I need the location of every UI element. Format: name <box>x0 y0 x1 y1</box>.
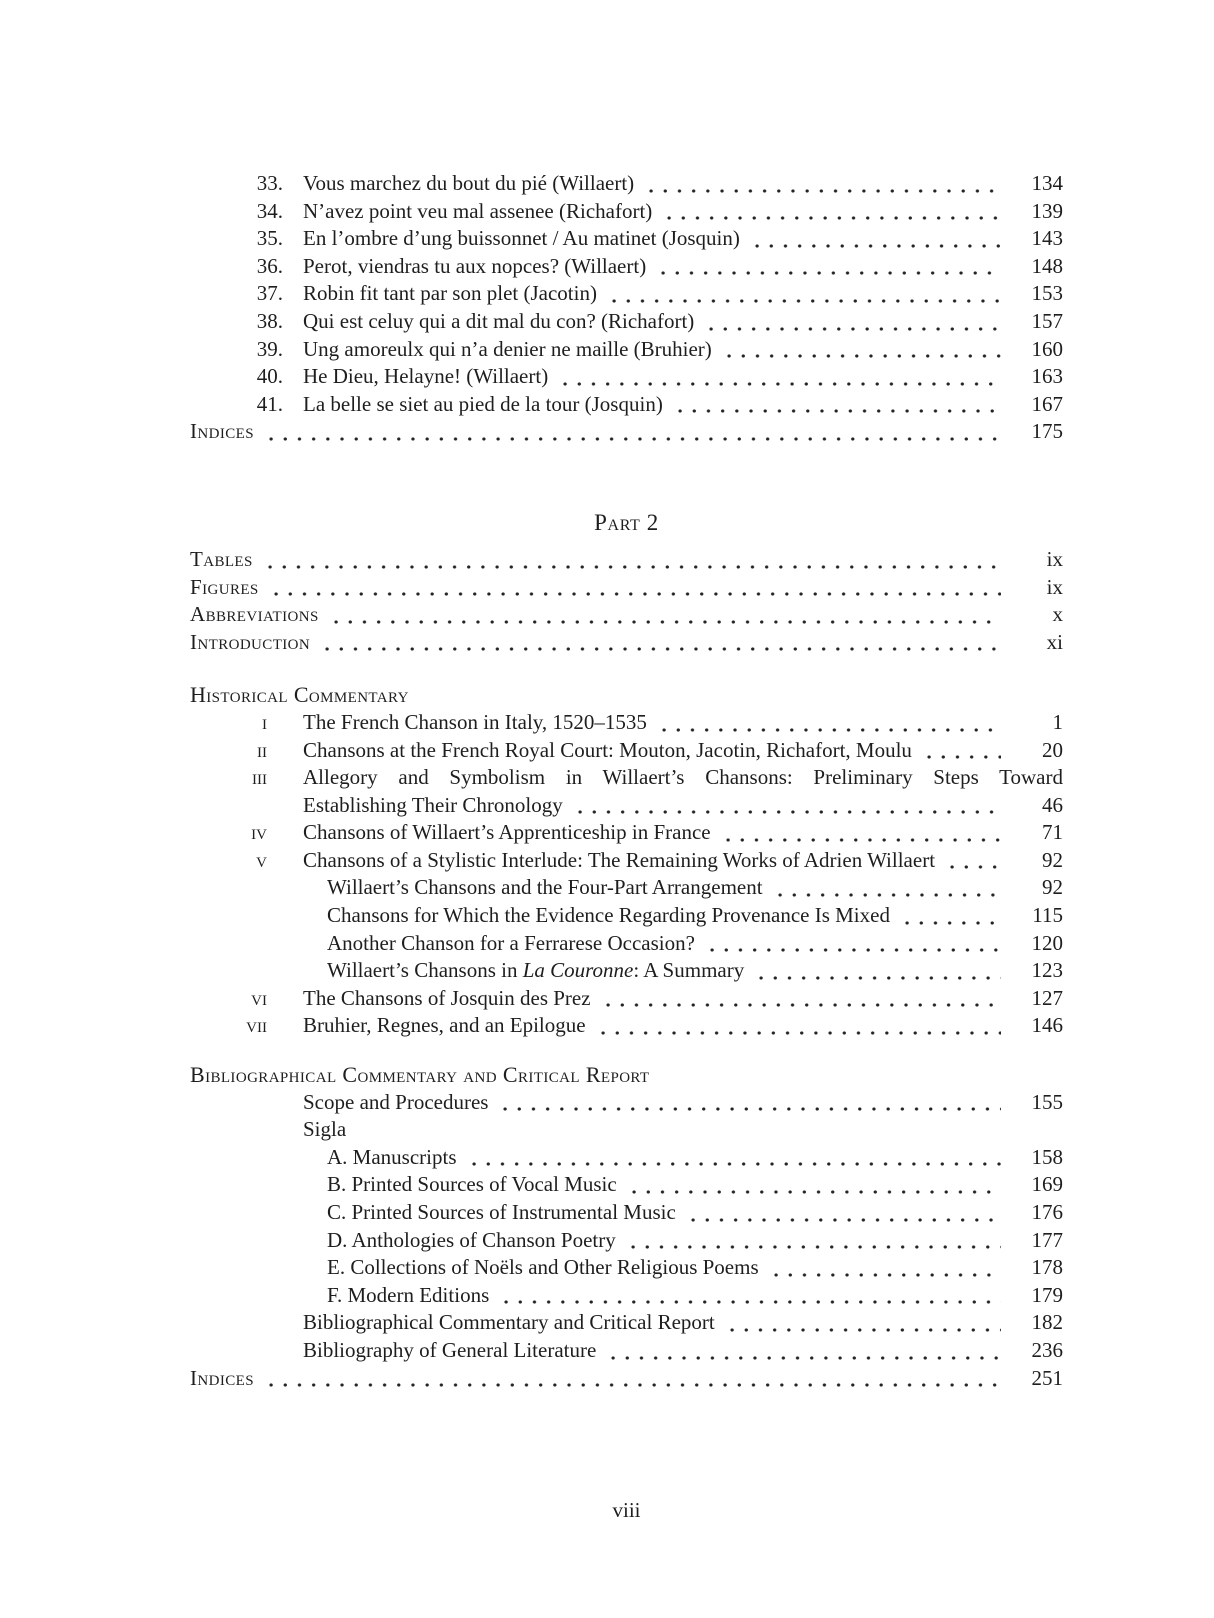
chapter-title-line2: Establishing Their Chronology <box>303 792 563 817</box>
entry-page: 177 <box>1031 1227 1063 1252</box>
entry-page: 176 <box>1031 1200 1063 1224</box>
dot-leader <box>262 422 1001 446</box>
toc-subentry <box>190 1171 1063 1199</box>
entry-number: 36. <box>256 253 283 278</box>
entry-page: 123 <box>1031 958 1063 983</box>
chapter-title: The French Chanson in Italy, 1520–1535 <box>303 709 647 734</box>
entry-page: xi <box>1046 629 1063 654</box>
dot-leader <box>599 988 1001 1012</box>
toc-entry <box>190 280 1063 308</box>
entry-page: x <box>1052 602 1063 627</box>
entry-page: 120 <box>1031 930 1063 955</box>
chapter-title-line2-row <box>303 792 1063 820</box>
toc-subentry <box>190 930 1063 958</box>
toc-subentry <box>190 1199 1063 1227</box>
dot-leader <box>625 1175 1001 1199</box>
dot-leader <box>624 1230 1001 1254</box>
dot-leader <box>684 1203 1001 1227</box>
chapter-title: Chansons of Willaert’s Apprenticeship in France <box>303 820 711 845</box>
entry-number: 34. <box>256 198 283 223</box>
entry-title: Perot, viendras tu aux nopces? (Willaert) <box>303 253 647 278</box>
entry-title: Bibliographical Commentary and Critical Report <box>303 1310 715 1335</box>
dot-leader <box>262 1368 1001 1392</box>
subentry-title: C. Printed Sources of Instrumental Music <box>327 1200 676 1224</box>
entry-page: 160 <box>1031 336 1063 361</box>
chapter-title: Chansons at the French Royal Court: Mouton, Jacotin, Richafort, Moulu <box>303 737 912 762</box>
section-label: Indices <box>190 1365 254 1390</box>
entry-page: 178 <box>1031 1255 1063 1280</box>
subentry-title: D. Anthologies of Chanson Poetry <box>327 1227 616 1252</box>
subentry-title <box>327 957 744 985</box>
toc-chapter <box>190 764 1063 819</box>
subentry-title-italic: La Couronne <box>522 958 634 983</box>
toc-subentry <box>190 874 1063 902</box>
section-label: Abbreviations <box>190 602 319 627</box>
entry-title: N’avez point veu mal assenee (Richafort) <box>303 198 653 223</box>
toc-entry-sigla <box>190 1116 1063 1144</box>
toc-chapter <box>190 985 1063 1013</box>
subentry-title: F. Modern Editions <box>327 1282 490 1307</box>
dot-leader <box>748 229 1001 253</box>
entry-page: 134 <box>1031 171 1063 195</box>
toc-chapter <box>190 1012 1063 1040</box>
subentry-title: Another Chanson for a Ferrarese Occasion? <box>327 930 695 955</box>
entry-title: He Dieu, Helayne! (Willaert) <box>303 364 549 389</box>
toc-entry <box>190 1309 1063 1337</box>
dot-leader <box>556 367 1001 391</box>
dot-leader <box>571 795 1001 819</box>
dot-leader <box>671 394 1001 418</box>
dot-leader <box>261 550 1001 574</box>
dot-leader <box>327 605 1001 629</box>
bibliographical-heading: Bibliographical Commentary and Critical Report <box>190 1062 650 1088</box>
toc-entry <box>190 363 1063 391</box>
section-label: Tables <box>190 546 253 571</box>
entry-page: 148 <box>1031 253 1063 278</box>
entry-page: 182 <box>1031 1310 1063 1335</box>
entry-number: 39. <box>256 336 283 361</box>
entry-title: Vous marchez du bout du pié (Willaert) <box>303 171 635 195</box>
entry-number: 33. <box>256 171 283 195</box>
entry-page: 20 <box>1042 737 1063 762</box>
dot-leader <box>719 823 1001 847</box>
entry-page: 92 <box>1042 875 1063 900</box>
entry-page: 127 <box>1031 985 1063 1010</box>
entry-title: La belle se siet au pied de la tour (Josquin) <box>303 391 663 416</box>
toc-subentry <box>190 1144 1063 1172</box>
toc-subentry <box>190 902 1063 930</box>
entry-number: 41. <box>256 391 283 416</box>
toc-entry <box>190 198 1063 226</box>
historical-commentary-heading: Historical Commentary <box>190 682 409 708</box>
entry-number: 40. <box>256 364 283 389</box>
chapter-number: iv <box>251 820 267 845</box>
entry-title: Ung amoreulx qui n’a denier ne maille (Bruhier) <box>303 336 712 361</box>
subentry-title: E. Collections of Noëls and Other Religious Poems <box>327 1255 759 1280</box>
toc-entry <box>190 170 1063 198</box>
entry-number: 37. <box>256 281 283 306</box>
entry-title: Bibliography of General Literature <box>303 1337 597 1362</box>
toc-entry-indices <box>190 1365 1063 1393</box>
chapter-body <box>303 764 1063 819</box>
dot-leader <box>642 174 1001 198</box>
entry-page: 115 <box>1032 903 1063 928</box>
section-label: Introduction <box>190 629 311 654</box>
dot-leader <box>465 1147 1002 1171</box>
entry-page: 71 <box>1042 820 1063 845</box>
chapter-title: Bruhier, Regnes, and an Epilogue <box>303 1013 586 1038</box>
entry-title: Scope and Procedures <box>303 1089 489 1114</box>
entry-page: 236 <box>1031 1337 1063 1362</box>
dot-leader <box>267 577 1001 601</box>
entry-page: 92 <box>1042 847 1063 872</box>
dot-leader <box>497 1285 1001 1309</box>
dot-leader <box>943 850 1001 874</box>
toc-chapter <box>190 737 1063 765</box>
entry-title: Robin fit tant par son plet (Jacotin) <box>303 281 597 306</box>
toc-chapter <box>190 847 1063 875</box>
entry-page: ix <box>1046 546 1063 571</box>
entry-page: 146 <box>1031 1013 1063 1038</box>
dot-leader <box>898 906 1001 930</box>
entry-page: ix <box>1046 574 1063 599</box>
subentry-title: Chansons for Which the Evidence Regarding Provenance Is Mixed <box>327 903 890 928</box>
toc-entry <box>190 629 1063 657</box>
toc-entry <box>190 574 1063 602</box>
entry-page: 143 <box>1031 226 1063 251</box>
dot-leader <box>660 201 1001 225</box>
dot-leader <box>318 632 1001 656</box>
chapter-number: vii <box>246 1013 267 1038</box>
dot-leader <box>604 1341 1001 1365</box>
chapter-title: The Chansons of Josquin des Prez <box>303 985 591 1010</box>
toc-chapter <box>190 819 1063 847</box>
toc-entry <box>190 1337 1063 1365</box>
dot-leader <box>720 339 1001 363</box>
entry-page: 158 <box>1031 1144 1063 1169</box>
section-label: Figures <box>190 574 259 599</box>
chapter-number: iii <box>252 765 267 790</box>
entry-page: 163 <box>1031 364 1063 389</box>
entry-page: 175 <box>1031 419 1063 444</box>
dot-leader <box>920 740 1001 764</box>
entry-title: Qui est celuy qui a dit mal du con? (Richafort) <box>303 308 695 333</box>
subentry-title-post: : A Summary <box>633 958 745 983</box>
dot-leader <box>752 961 1001 985</box>
toc-entry <box>190 308 1063 336</box>
toc-entry <box>190 225 1063 253</box>
toc-subentry <box>190 1282 1063 1310</box>
entry-page: 251 <box>1031 1365 1063 1390</box>
toc-subentry <box>190 1227 1063 1255</box>
dot-leader <box>723 1313 1001 1337</box>
entry-number: 35. <box>256 226 283 251</box>
toc-subentry <box>190 957 1063 985</box>
chapter-number: v <box>256 847 267 872</box>
entry-page: 169 <box>1031 1172 1063 1197</box>
subentry-title: Willaert’s Chansons and the Four-Part Arrangement <box>327 875 763 900</box>
toc-entry <box>190 546 1063 574</box>
entry-page: 167 <box>1031 391 1063 416</box>
entry-page: 1 <box>1052 709 1063 734</box>
entry-page: 155 <box>1031 1089 1063 1114</box>
entry-page: 139 <box>1031 198 1063 223</box>
entry-title: En l’ombre d’ung buissonnet / Au matinet (Josquin) <box>303 226 740 251</box>
dot-leader <box>655 713 1001 737</box>
toc-subentry <box>190 1254 1063 1282</box>
toc-entry <box>190 1089 1063 1117</box>
dot-leader <box>594 1016 1001 1040</box>
toc-entry <box>190 391 1063 419</box>
dot-leader <box>605 284 1001 308</box>
subentry-title-pre: Willaert’s Chansons in <box>327 958 523 983</box>
subentry-title: A. Manuscripts <box>327 1144 457 1169</box>
toc-entry-indices <box>190 418 1063 446</box>
toc-chapter <box>190 709 1063 737</box>
dot-leader <box>496 1092 1001 1116</box>
entry-number: 38. <box>256 308 283 333</box>
chapter-number: vi <box>251 985 267 1010</box>
dot-leader <box>702 312 1001 336</box>
entry-page: 153 <box>1031 281 1063 306</box>
chapter-number: i <box>262 709 267 734</box>
entry-page: 157 <box>1031 308 1063 333</box>
part2-heading: Part 2 <box>594 509 659 535</box>
dot-leader <box>767 1258 1001 1282</box>
chapter-title-line1: Allegory and Symbolism in Willaert’s Chansons: Preliminary Steps Toward <box>303 765 1063 790</box>
entry-page: 179 <box>1031 1282 1063 1307</box>
dot-leader <box>654 256 1001 280</box>
entry-title: Sigla <box>303 1117 347 1142</box>
chapter-title: Chansons of a Stylistic Interlude: The Remaining Works of Adrien Willaert <box>303 847 936 872</box>
dot-leader <box>771 878 1001 902</box>
toc-entry <box>190 336 1063 364</box>
section-label: Indices <box>190 419 254 444</box>
dot-leader <box>703 933 1001 957</box>
subentry-title: B. Printed Sources of Vocal Music <box>327 1172 617 1197</box>
toc-entry <box>190 253 1063 281</box>
entry-page: 46 <box>1042 792 1063 817</box>
page-folio: viii <box>612 1498 641 1523</box>
toc-entry <box>190 601 1063 629</box>
chapter-number: ii <box>257 737 267 762</box>
